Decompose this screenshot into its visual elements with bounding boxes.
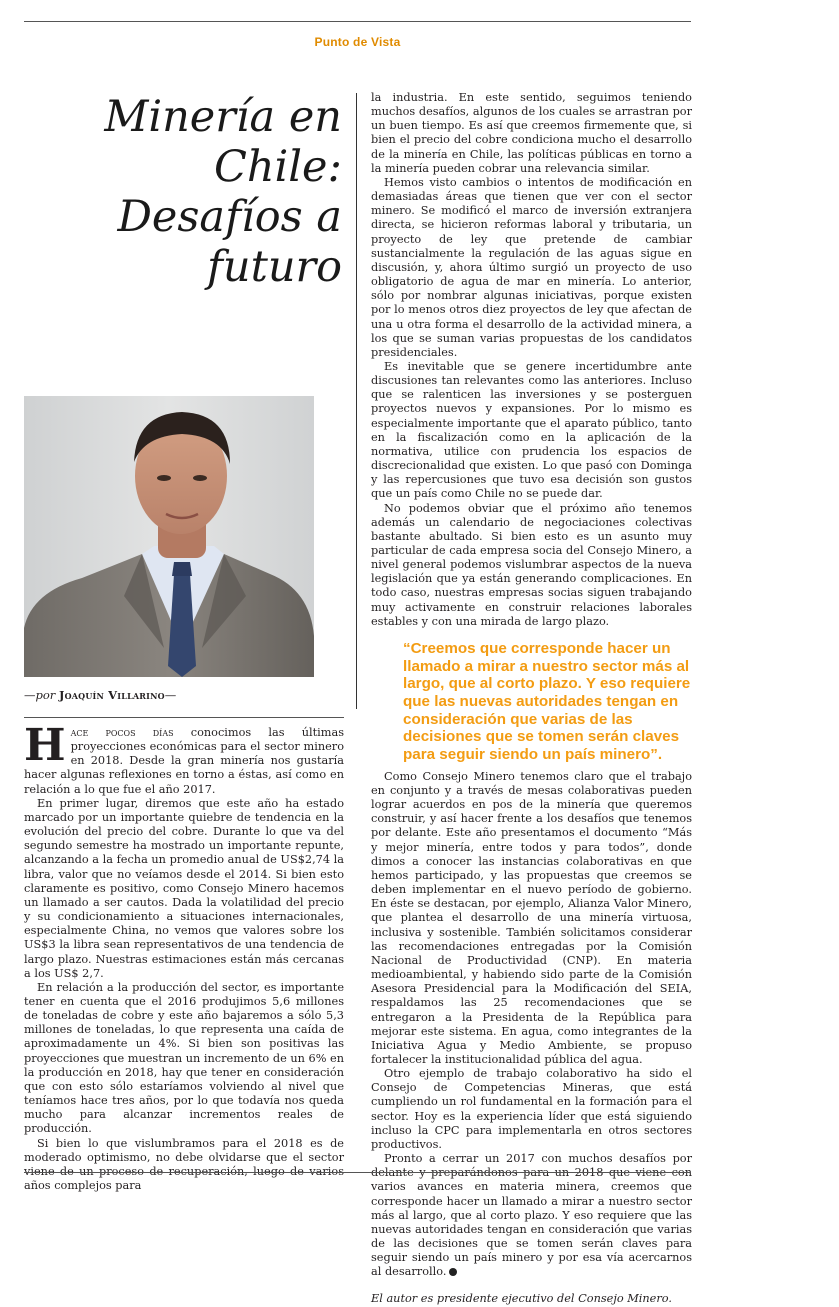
section-label: Punto de Vista (314, 35, 401, 49)
headline-line-1: Minería en (104, 92, 342, 142)
body-paragraph: No podemos obviar que el próximo año tenemos además un calendario de negociaciones colectivas bastante abultado. Si bien esto es un asunto muy particular de cada empresa socia del Consejo Minero, a nivel general podemos vislumbrar aspectos de la nueva legislación que ya están generando complicaciones. En todo caso, nuestras empresas socias siguen trabajando muy activamente en construir relaciones laborales estables y con una mirada de largo plazo. (371, 501, 692, 628)
byline-suffix: — (164, 688, 177, 702)
lead-smallcaps: ace pocos días (70, 726, 174, 739)
pull-quote: “Creemos que corresponde hacer un llamado a mirar a nuestro sector más al largo, que al corto plazo. Y eso requiere que las nuevas autoridades tengan en consideración que varias de las decisiones que se tomen serán claves para seguir siendo un país minero”. (403, 639, 691, 764)
closing-text: Pronto a cerrar un 2017 con muchos desafíos por delante y preparándonos para un 2018 que viene con varios avances en materia minera, creemos que corresponde hacer un llamado a mirar a nuestro sector más al largo, que al corto plazo. Y eso requiere que las nuevas autoridades tengan en consideración que varias de las decisiones que se tomen serán claves para seguir siendo un país minero y por esa vía acercarnos al desarrollo. (371, 1152, 692, 1279)
body-paragraph: Es inevitable que se genere incertidumbre ante discusiones tan relevantes como las anteriores. Incluso que se ralenticen las inversiones y se posterguen proyectos nuevos y expansiones. Por lo mismo es especialmente importante que el aparato público, tanto en la fiscalización como en la aplicación de la normativa, utilice con prudencia los espacios de discrecionalidad que existen. Lo que pasó con Dominga y las repercusiones que tuvo esa decisión son gustos que un país como Chile no se puede dar. (371, 359, 692, 501)
left-column (24, 720, 344, 1193)
bottom-rule (24, 1172, 691, 1173)
byline-prefix: —por (24, 688, 59, 702)
author-portrait (24, 396, 314, 677)
byline-rule (24, 717, 344, 718)
body-paragraph: Otro ejemplo de trabajo colaborativo ha sido el Consejo de Competencias Mineras, que está cumpliendo un rol fundamental en la formación para el sector. Hoy es la experiencia líder que está siguiendo incluso la CPC para implementarla en otros sectores productivos. (371, 1067, 692, 1151)
headline-line-2: Chile: (213, 142, 342, 192)
headline-line-4: futuro (206, 242, 342, 292)
lead-paragraph (24, 720, 344, 797)
byline (24, 688, 176, 702)
author-name: Joaquín Villarino (58, 688, 165, 702)
lead-text: conocimos las últimas proyecciones económicas para el sector minero en 2018. Desde la gran minería nos gustaría hacer algunas reflexiones en torno a éstas, así como en relación a lo que fue el año 2017. (24, 726, 344, 796)
body-paragraph: En primer lugar, diremos que este año ha estado marcado por un importante quiebre de tendencia en la evolución del precio del cobre. Durante lo que va del segundo semestre ha mostrado un importante repunte, alcanzando a la fecha un promedio anual de US$2,74 la libra, valor que no veíamos desde el 2014. Si bien esto claramente es positivo, como Consejo Minero hacemos un llamado a ser cautos. Dada la volatilidad del precio y su condicionamiento a situaciones internacionales, especialmente China, no vemos que valores sobre los US$3 la libra sean representativos de una tendencia de largo plazo. Nuestras estimaciones están más cercanas a los US$ 2,7. (24, 796, 344, 980)
right-column (371, 91, 692, 1307)
portrait-illustration (24, 396, 314, 677)
body-paragraph: Como Consejo Minero tenemos claro que el trabajo en conjunto y a través de mesas colaborativas pueden lograr acuerdos en pos de la minería que queremos construir, y así hacer frente a los desafíos que tenemos por delante. Este año presentamos el documento “Más y mejor minería, entre todos y para todos”, donde dimos a conocer las instancias colaborativas en que hemos participado, y las propuestas que creemos se deben implementar en el nuevo período de gobierno. En éste se destacan, por ejemplo, Alianza Valor Minero, que plantea el desarrollo de una minería virtuosa, inclusiva y sostenible. También solicitamos considerar las recomendaciones entregadas por la Comisión Nacional de Productividad (CNP). En materia medioambiental, y habiendo sido parte de la Comisión Asesora Presidencial para la Modificación del SEIA, respaldamos las 25 recomendaciones que se entregaron a la Presidenta de la República para mejorar este sistema. En agua, como integrantes de la Iniciativa Agua y Medio Ambiente, se propuso fortalecer la institucionalidad pública del agua. (371, 769, 692, 1066)
body-paragraph: Hemos visto cambios o intentos de modificación en demasiadas áreas que tienen que ver con el sector minero. Se modificó el marco de inversión extranjera directa, se hicieron reformas laboral y tributaria, un proyecto de ley que pretende de cambiar sustancialmente la regulación de las aguas sigue en discusión, y, ahora último surgió un proyecto de uso obligatorio de agua de mar en minería. Lo anterior, sólo por nombrar algunas iniciativas, porque existen por lo menos otros diez proyectos de ley que afectan de una u otra forma el desarrollo de la actividad minera, a los que se suman varias propuestas de los candidatos presidenciales. (371, 175, 692, 359)
author-footnote: El autor es presidente ejecutivo del Consejo Minero. (371, 1292, 672, 1306)
body-paragraph: Si bien lo que vislumbramos para el 2018 es de moderado optimismo, no debe olvidarse que el sector viene de un proceso de recuperación, luego de varios años complejos para (24, 1136, 344, 1192)
drop-cap: H (24, 720, 66, 771)
body-paragraph: En relación a la producción del sector, es importante tener en cuenta que el 2016 produjimos 5,6 millones de toneladas de cobre y este año bajaremos a sólo 5,3 millones de toneladas, lo que representa una caída de aproximadamente un 4%. Si bien son positivas las proyecciones que muestran un incremento de un 6% en la producción en 2018, hay que tener en consideración que con esto sólo estaríamos volviendo al nivel que teníamos hace tres años, por lo que todavía nos queda mucho para alcanzar incrementos reales de producción. (24, 980, 344, 1136)
top-rule (24, 21, 691, 22)
end-mark-icon (449, 1268, 457, 1276)
body-paragraph: la industria. En este sentido, seguimos teniendo muchos desafíos, algunos de los cuales se arrastran por un buen tiempo. Es así que creemos firmemente que, si bien el precio del cobre condiciona mucho el desarrollo de la minería en Chile, las políticas públicas en torno a la minería pueden cobrar una relevancia similar. (371, 91, 692, 175)
column-divider (356, 93, 357, 709)
headline (12, 92, 342, 292)
headline-line-3: Desafíos a (117, 192, 342, 242)
